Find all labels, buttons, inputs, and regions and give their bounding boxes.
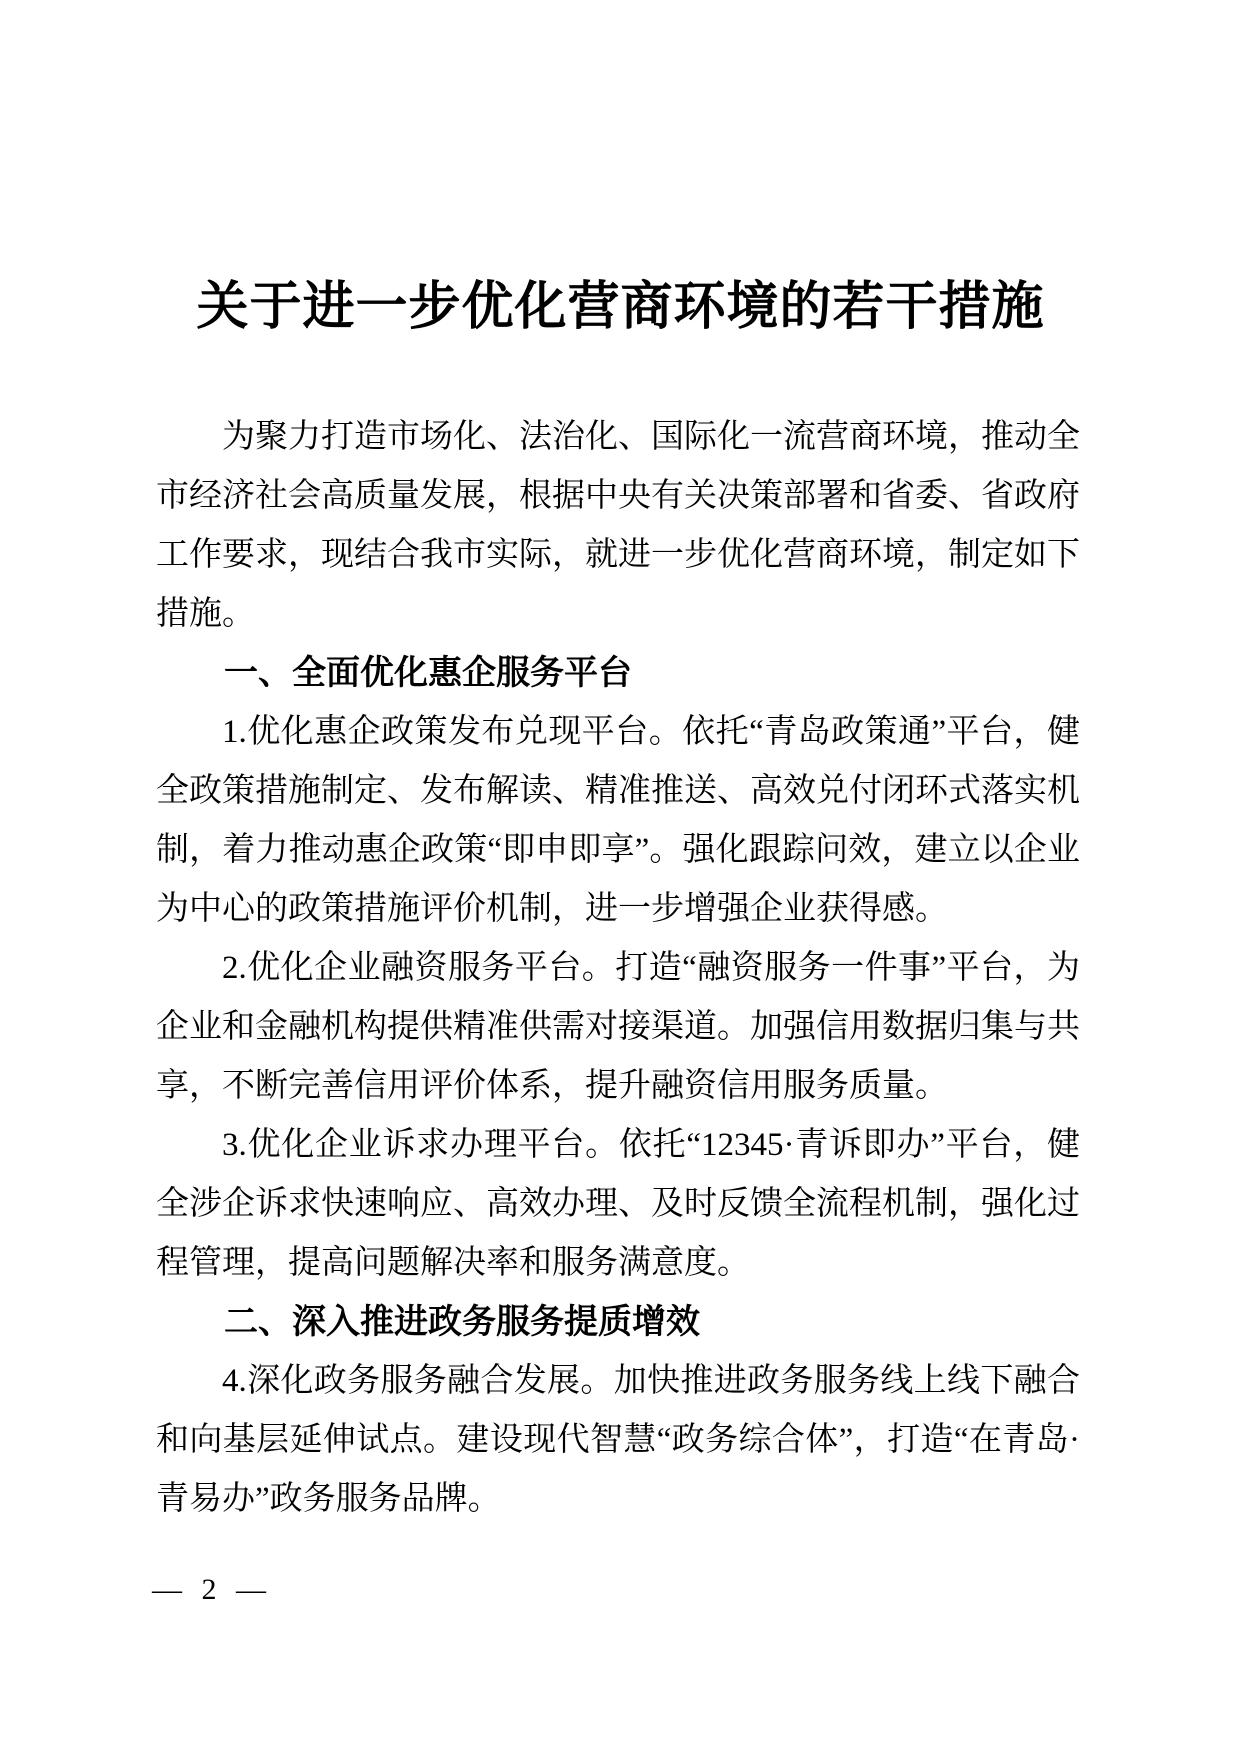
section-heading: 二、深入推进政务服务提质增效	[224, 1303, 700, 1341]
paragraph: 2.优化企业融资服务平台。打造“融资服务一件事”平台，为企业和金融机构提供精准供需对接渠道。加强信用数据归集与共享，不断完善信用评价体系，提升融资信用服务质量。	[156, 950, 1080, 1104]
paragraph: 为聚力打造市场化、法治化、国际化一流营商环境，推动全市经济社会高质量发展，根据中央有关决策部署和省委、省政府工作要求，现结合我市实际，就进一步优化营商环境，制定如下措施。	[156, 419, 1080, 632]
document-title: 关于进一步优化营商环境的若干措施	[196, 276, 1045, 337]
paragraph: 3.优化企业诉求办理平台。依托“12345·青诉即办”平台，健全涉企诉求快速响应、高效办理、及时反馈全流程机制，强化过程管理，提高问题解决率和服务满意度。	[156, 1127, 1080, 1281]
paragraph: 1.优化惠企政策发布兑现平台。依托“青岛政策通”平台，健全政策措施制定、发布解读、精准推送、高效兑付闭环式落实机制，着力推动惠企政策“即申即享”。强化跟踪问效，建立以企业为中心的政策措施评价机制，进一步增强企业获得感。	[156, 714, 1080, 927]
document-body	[156, 408, 1080, 1529]
page-number: — 2 —	[152, 1573, 272, 1606]
section-heading: 一、全面优化惠企服务平台	[224, 654, 632, 692]
paragraph: 4.深化政务服务融合发展。加快推进政务服务线上线下融合和向基层延伸试点。建设现代智慧“政务综合体”，打造“在青岛·青易办”政务服务品牌。	[156, 1363, 1080, 1517]
